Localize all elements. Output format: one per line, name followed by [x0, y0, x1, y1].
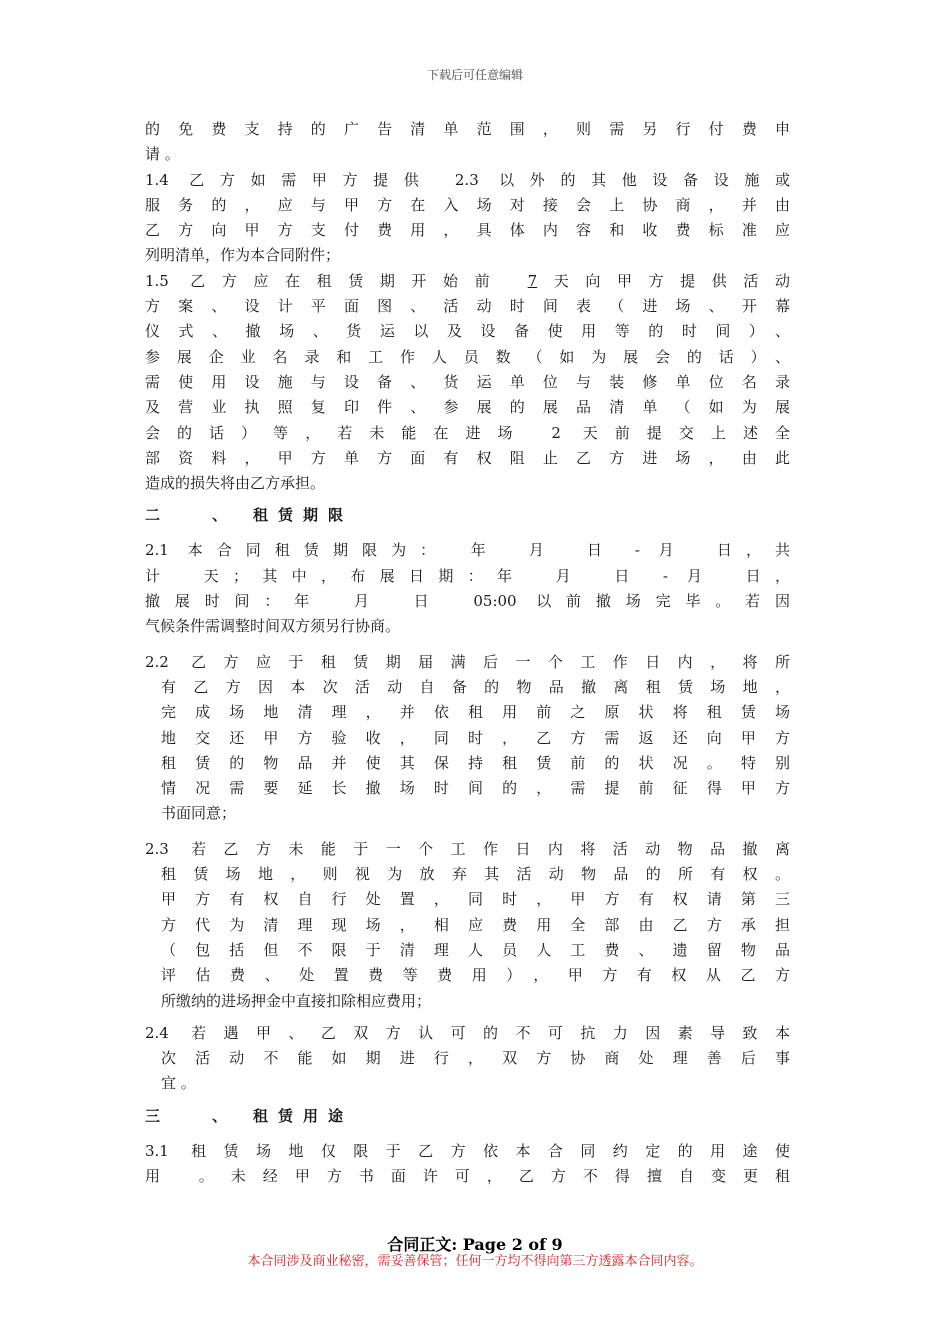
text-line: （包括但不限于清理人员人工费、遗留物品	[161, 940, 790, 959]
text-line: 租赁场地，则视为放弃其活动物品的所有权。	[161, 865, 790, 884]
clause-2-2-line: 2.2 乙方应于租赁期届满后一个工作日内，将所	[145, 652, 790, 671]
section-heading-2	[145, 503, 790, 528]
text-line: 气候条件需调整时间双方须另行协商。	[145, 617, 401, 636]
contract-body	[145, 117, 790, 1189]
text-line: 情况需要延长撤场时间的，需提前征得甲方	[161, 779, 790, 798]
text-line: 完成场地清理，并依租用前之原状将租赁场	[161, 703, 790, 722]
clause-3-1-line: 3.1 租赁场地仅限于乙方依本合同约定的用途使	[145, 1141, 790, 1160]
text-line: 及营业执照复印件、参展的展品清单（如为展	[145, 398, 790, 417]
clause-1-4-line: 1.4 乙方如需甲方提供 2.3 以外的其他设备设施或	[145, 170, 790, 189]
text-line: 评估费、处置费等费用），甲方有权从乙方	[161, 966, 790, 985]
text-line: 计 天；其中，布展日期：年 月 日 - 月 日，	[145, 566, 790, 585]
text-line: 会的话）等，若未能在进场 2 天前提交上述全	[145, 423, 790, 442]
text-line: 宜 。	[161, 1074, 196, 1093]
text-line: 请 。	[145, 145, 180, 164]
clause-2-1-line: 2.1 本合同租赁期限为： 年 月 日 - 月 日，共	[145, 541, 790, 560]
text-line: 仪式、撤场、货运以及设备使用等的时间）、	[145, 322, 790, 341]
text-line: 所缴纳的进场押金中直接扣除相应费用；	[161, 991, 432, 1010]
text-line: 服务的，应与甲方在入场对接会上协商，并由	[145, 195, 790, 214]
text-line: 参展企业名录和工作人员数（如为展会的话）、	[145, 347, 790, 366]
days-value: 7	[527, 271, 538, 290]
header-note: 下载后可任意编辑	[426, 68, 523, 82]
footer-page-number: 合同正文: Page 2 of 9	[387, 1235, 563, 1254]
section-number: 二 、	[145, 506, 227, 525]
text-line: 次活动不能如期进行，双方协商处理善后事	[161, 1049, 790, 1068]
section-number: 三 、	[145, 1106, 227, 1125]
text-line: 书面同意；	[161, 804, 237, 823]
text-line: 甲方有权自行处置，同时，甲方有权请第三	[161, 890, 790, 909]
text-line: 方案、设计平面图、活动时间表（进场、开幕	[145, 297, 790, 316]
text-line: 撤展时间：年 月 日 05:00 以前撤场完毕。若因	[145, 592, 790, 611]
section-heading-3	[145, 1104, 790, 1129]
confidentiality-notice: 本合同涉及商业秘密，需妥善保管；任何一方均不得向第三方透露本合同内容。	[247, 1254, 703, 1269]
text-line: 造成的损失将由乙方承担。	[145, 474, 326, 493]
text-line: 需使用设施与设备、货运单位与装修单位名录	[145, 372, 790, 391]
clause-1-5-tail: 天向甲方提供活动	[537, 271, 790, 290]
text-line: 乙方向甲方支付费用，具体内容和收费标准应	[145, 221, 790, 240]
text-line: 方代为清理现场，相应费用全部由乙方承担	[161, 915, 790, 934]
clause-2-4-line: 2.4 若遇甲、乙双方认可的不可抗力因素导致本	[145, 1023, 790, 1042]
clause-2-3-line: 2.3 若乙方未能于一个工作日内将活动物品撤离	[145, 839, 790, 858]
text-line: 部资料，甲方单方面有权阻止乙方进场，由此	[145, 448, 790, 467]
text-line: 用 。未经甲方书面许可，乙方不得擅自变更租	[145, 1166, 790, 1185]
text-line: 的免费支持的广告清单范围，则需另行付费申	[145, 120, 790, 138]
text-line: 列明清单，作为本合同附件；	[145, 246, 341, 265]
text-line: 有乙方因本次活动自备的物品撤离租赁场地，	[161, 677, 790, 696]
clause-1-5-lead: 1.5 乙方应在租赁期开始前	[145, 271, 528, 290]
clause-1-5-line	[145, 269, 790, 294]
section-title: 租赁用途	[253, 1106, 354, 1125]
text-line: 地交还甲方验收，同时，乙方需返还向甲方	[161, 728, 790, 747]
text-line: 租赁的物品并使其保持租赁前的状况。特别	[161, 753, 790, 772]
section-title: 租赁期限	[253, 506, 354, 525]
